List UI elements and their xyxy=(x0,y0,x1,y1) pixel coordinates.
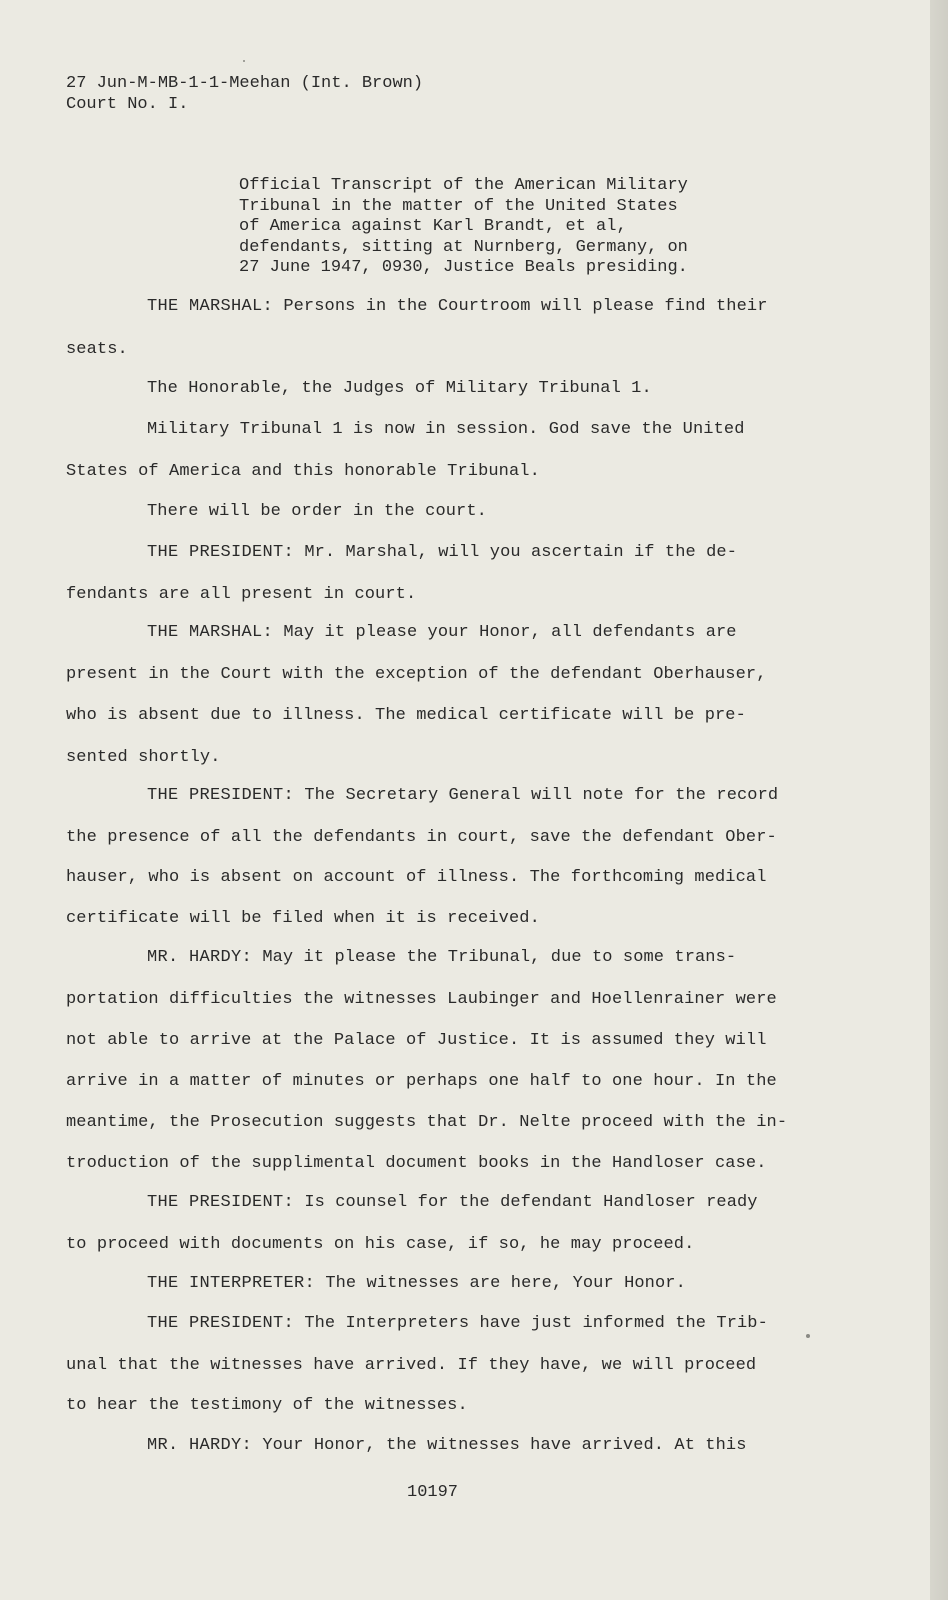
line-text: May it please your Honor, all defendants are xyxy=(273,623,737,642)
caption-line: Official Transcript of the American Military xyxy=(239,176,688,195)
body-line xyxy=(147,948,736,967)
line-text: The Interpreters have just informed the Trib- xyxy=(294,1314,768,1333)
body-line xyxy=(147,502,487,521)
caption-line: 27 June 1947, 0930, Justice Beals presiding. xyxy=(239,258,688,277)
body-line xyxy=(66,990,777,1009)
speaker-label: THE MARSHAL: xyxy=(147,623,274,642)
transcript-caption xyxy=(239,176,709,279)
line-text: who is absent due to illness. The medical certificate will be pre- xyxy=(66,706,746,725)
line-text: arrive in a matter of minutes or perhaps one half to one hour. In the xyxy=(66,1072,777,1091)
body-line xyxy=(147,1274,686,1293)
line-text: portation difficulties the witnesses Laubinger and Hoellenrainer were xyxy=(66,990,777,1009)
line-text: Military Tribunal 1 is now in session. God save the United xyxy=(147,420,745,439)
body-line xyxy=(147,420,745,439)
line-text: Is counsel for the defendant Handloser ready xyxy=(294,1193,758,1212)
line-text: Persons in the Courtroom will please find their xyxy=(273,297,768,316)
line-text: The Secretary General will note for the record xyxy=(294,786,779,805)
line-text: fendants are all present in court. xyxy=(66,585,417,604)
body-line xyxy=(66,1356,756,1375)
line-text: Your Honor, the witnesses have arrived. At this xyxy=(252,1436,747,1455)
speaker-label: MR. HARDY: xyxy=(147,1436,253,1455)
body-line xyxy=(66,1154,767,1173)
header-reference: 27 Jun-M-MB-1-1-Meehan (Int. Brown) xyxy=(66,74,424,93)
speaker-label: THE MARSHAL: xyxy=(147,297,274,316)
body-line xyxy=(66,1396,468,1415)
body-line xyxy=(147,297,768,316)
line-text: meantime, the Prosecution suggests that Dr. Nelte proceed with the in- xyxy=(66,1113,788,1132)
body-line xyxy=(66,706,746,725)
caption-line: defendants, sitting at Nurnberg, Germany, on xyxy=(239,237,688,257)
speaker-label: THE PRESIDENT: xyxy=(147,543,295,562)
speaker-label: THE PRESIDENT: xyxy=(147,1314,295,1333)
page-edge xyxy=(930,0,948,1600)
line-text: not able to arrive at the Palace of Justice. It is assumed they will xyxy=(66,1031,767,1050)
body-line xyxy=(66,909,540,928)
body-line xyxy=(147,1314,768,1333)
page-number: 10197 xyxy=(407,1483,459,1502)
body-line xyxy=(66,868,767,887)
line-text: Mr. Marshal, will you ascertain if the de- xyxy=(294,543,738,562)
paper-speck xyxy=(243,60,245,62)
body-line xyxy=(66,1072,777,1091)
speaker-label: THE PRESIDENT: xyxy=(147,786,295,805)
body-line xyxy=(147,1436,747,1455)
body-line xyxy=(66,828,777,847)
body-line xyxy=(66,462,540,481)
body-line xyxy=(66,1235,694,1254)
line-text: troduction of the supplimental document books in the Handloser case. xyxy=(66,1154,767,1173)
line-text: sented shortly. xyxy=(66,748,221,767)
line-text: present in the Court with the exception of the defendant Oberhauser, xyxy=(66,665,767,684)
body-line xyxy=(147,786,778,805)
line-text: seats. xyxy=(66,340,128,359)
line-text: to proceed with documents on his case, if so, he may proceed. xyxy=(66,1235,695,1254)
body-line xyxy=(66,1113,787,1132)
line-text: There will be order in the court. xyxy=(147,502,487,521)
line-text: the presence of all the defendants in court, save the defendant Ober- xyxy=(66,828,777,847)
body-line xyxy=(147,379,652,398)
paper-speck xyxy=(806,1334,810,1338)
line-text: unal that the witnesses have arrived. If they have, we will proceed xyxy=(66,1356,757,1375)
speaker-label: THE INTERPRETER: xyxy=(147,1274,316,1293)
caption-line: of America against Karl Brandt, et al, xyxy=(239,217,627,236)
body-line xyxy=(147,623,737,642)
body-line xyxy=(66,340,128,359)
speaker-label: MR. HARDY: xyxy=(147,948,253,967)
line-text: hauser, who is absent on account of illness. The forthcoming medical xyxy=(66,868,767,887)
line-text: May it please the Tribunal, due to some trans- xyxy=(252,948,737,967)
header-court: Court No. I. xyxy=(66,95,189,114)
body-line xyxy=(66,1031,767,1050)
line-text: States of America and this honorable Tribunal. xyxy=(66,462,540,481)
line-text: to hear the testimony of the witnesses. xyxy=(66,1396,468,1415)
body-line xyxy=(147,543,737,562)
body-line xyxy=(147,1193,758,1212)
caption-line: Tribunal in the matter of the United States xyxy=(239,196,678,216)
line-text: The Honorable, the Judges of Military Tribunal 1. xyxy=(147,379,652,398)
line-text: certificate will be filed when it is received. xyxy=(66,909,540,928)
line-text: The witnesses are here, Your Honor. xyxy=(315,1274,686,1293)
body-line xyxy=(66,748,221,767)
speaker-label: THE PRESIDENT: xyxy=(147,1193,295,1212)
body-line xyxy=(66,585,416,604)
body-line xyxy=(66,665,767,684)
